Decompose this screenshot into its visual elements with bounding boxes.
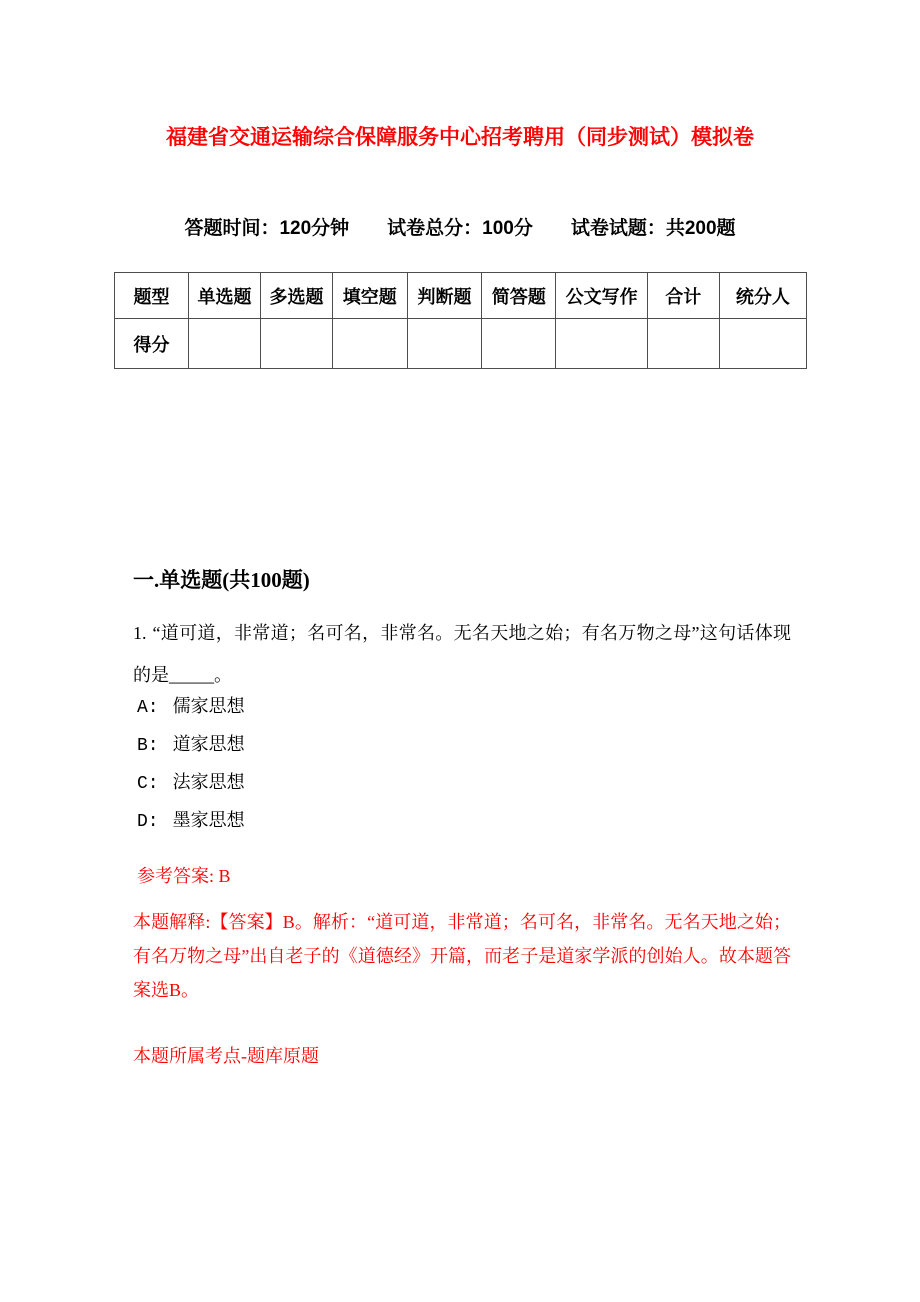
options-list xyxy=(137,688,245,840)
option-c-label: C: xyxy=(137,774,159,794)
meta-answer-time: 答题时间：120分钟 xyxy=(184,218,350,239)
option-c xyxy=(137,764,245,802)
question-source: 本题所属考点-题库原题 xyxy=(133,1046,319,1066)
header-total: 合计 xyxy=(647,273,719,319)
option-c-text: 法家思想 xyxy=(172,772,245,792)
option-b-label: B: xyxy=(137,736,159,756)
option-d xyxy=(137,802,245,840)
reference-answer: 参考答案: B xyxy=(137,866,231,886)
header-score-counter: 统分人 xyxy=(719,273,806,319)
option-a-text: 儒家思想 xyxy=(172,696,245,716)
score-cell-empty xyxy=(189,319,261,369)
score-table xyxy=(114,272,807,369)
question-text xyxy=(133,612,791,696)
header-multi-choice: 多选题 xyxy=(260,273,332,319)
score-cell-empty xyxy=(260,319,332,369)
score-table-score-row xyxy=(115,319,807,369)
option-a-label: A: xyxy=(137,698,159,718)
score-cell-empty xyxy=(407,319,482,369)
score-cell-empty xyxy=(647,319,719,369)
score-cell-empty xyxy=(482,319,556,369)
meta-question-count: 试卷试题：共200题 xyxy=(570,218,736,239)
option-b xyxy=(137,726,245,764)
header-official-writing: 公文写作 xyxy=(556,273,647,319)
exam-meta-line xyxy=(0,216,920,242)
meta-total-score: 试卷总分：100分 xyxy=(387,218,533,239)
section-heading: 一.单选题(共100题) xyxy=(133,568,310,592)
header-judgment: 判断题 xyxy=(407,273,482,319)
header-fill-blank: 填空题 xyxy=(332,273,407,319)
header-single-choice: 单选题 xyxy=(189,273,261,319)
option-d-text: 墨家思想 xyxy=(172,810,245,830)
score-cell-empty xyxy=(556,319,647,369)
question-number: 1. xyxy=(133,623,147,643)
option-a xyxy=(137,688,245,726)
score-row-label: 得分 xyxy=(115,319,189,369)
score-cell-empty xyxy=(719,319,806,369)
header-short-answer: 简答题 xyxy=(482,273,556,319)
score-cell-empty xyxy=(332,319,407,369)
page-title: 福建省交通运输综合保障服务中心招考聘用（同步测试）模拟卷 xyxy=(166,126,754,149)
question-body: “道可道，非常道；名可名，非常名。无名天地之始；有名万物之母”这句话体现的是_____。 xyxy=(133,623,791,685)
header-question-type: 题型 xyxy=(115,273,189,319)
option-d-label: D: xyxy=(137,812,159,832)
answer-explanation: 本题解释:【答案】B。解析：“道可道，非常道；名可名，非常名。无名天地之始；有名万物之母”出自老子的《道德经》开篇，而老子是道家学派的创始人。故本题答案选B。 xyxy=(133,912,791,1000)
option-b-text: 道家思想 xyxy=(172,734,245,754)
score-table-header-row xyxy=(115,273,807,319)
